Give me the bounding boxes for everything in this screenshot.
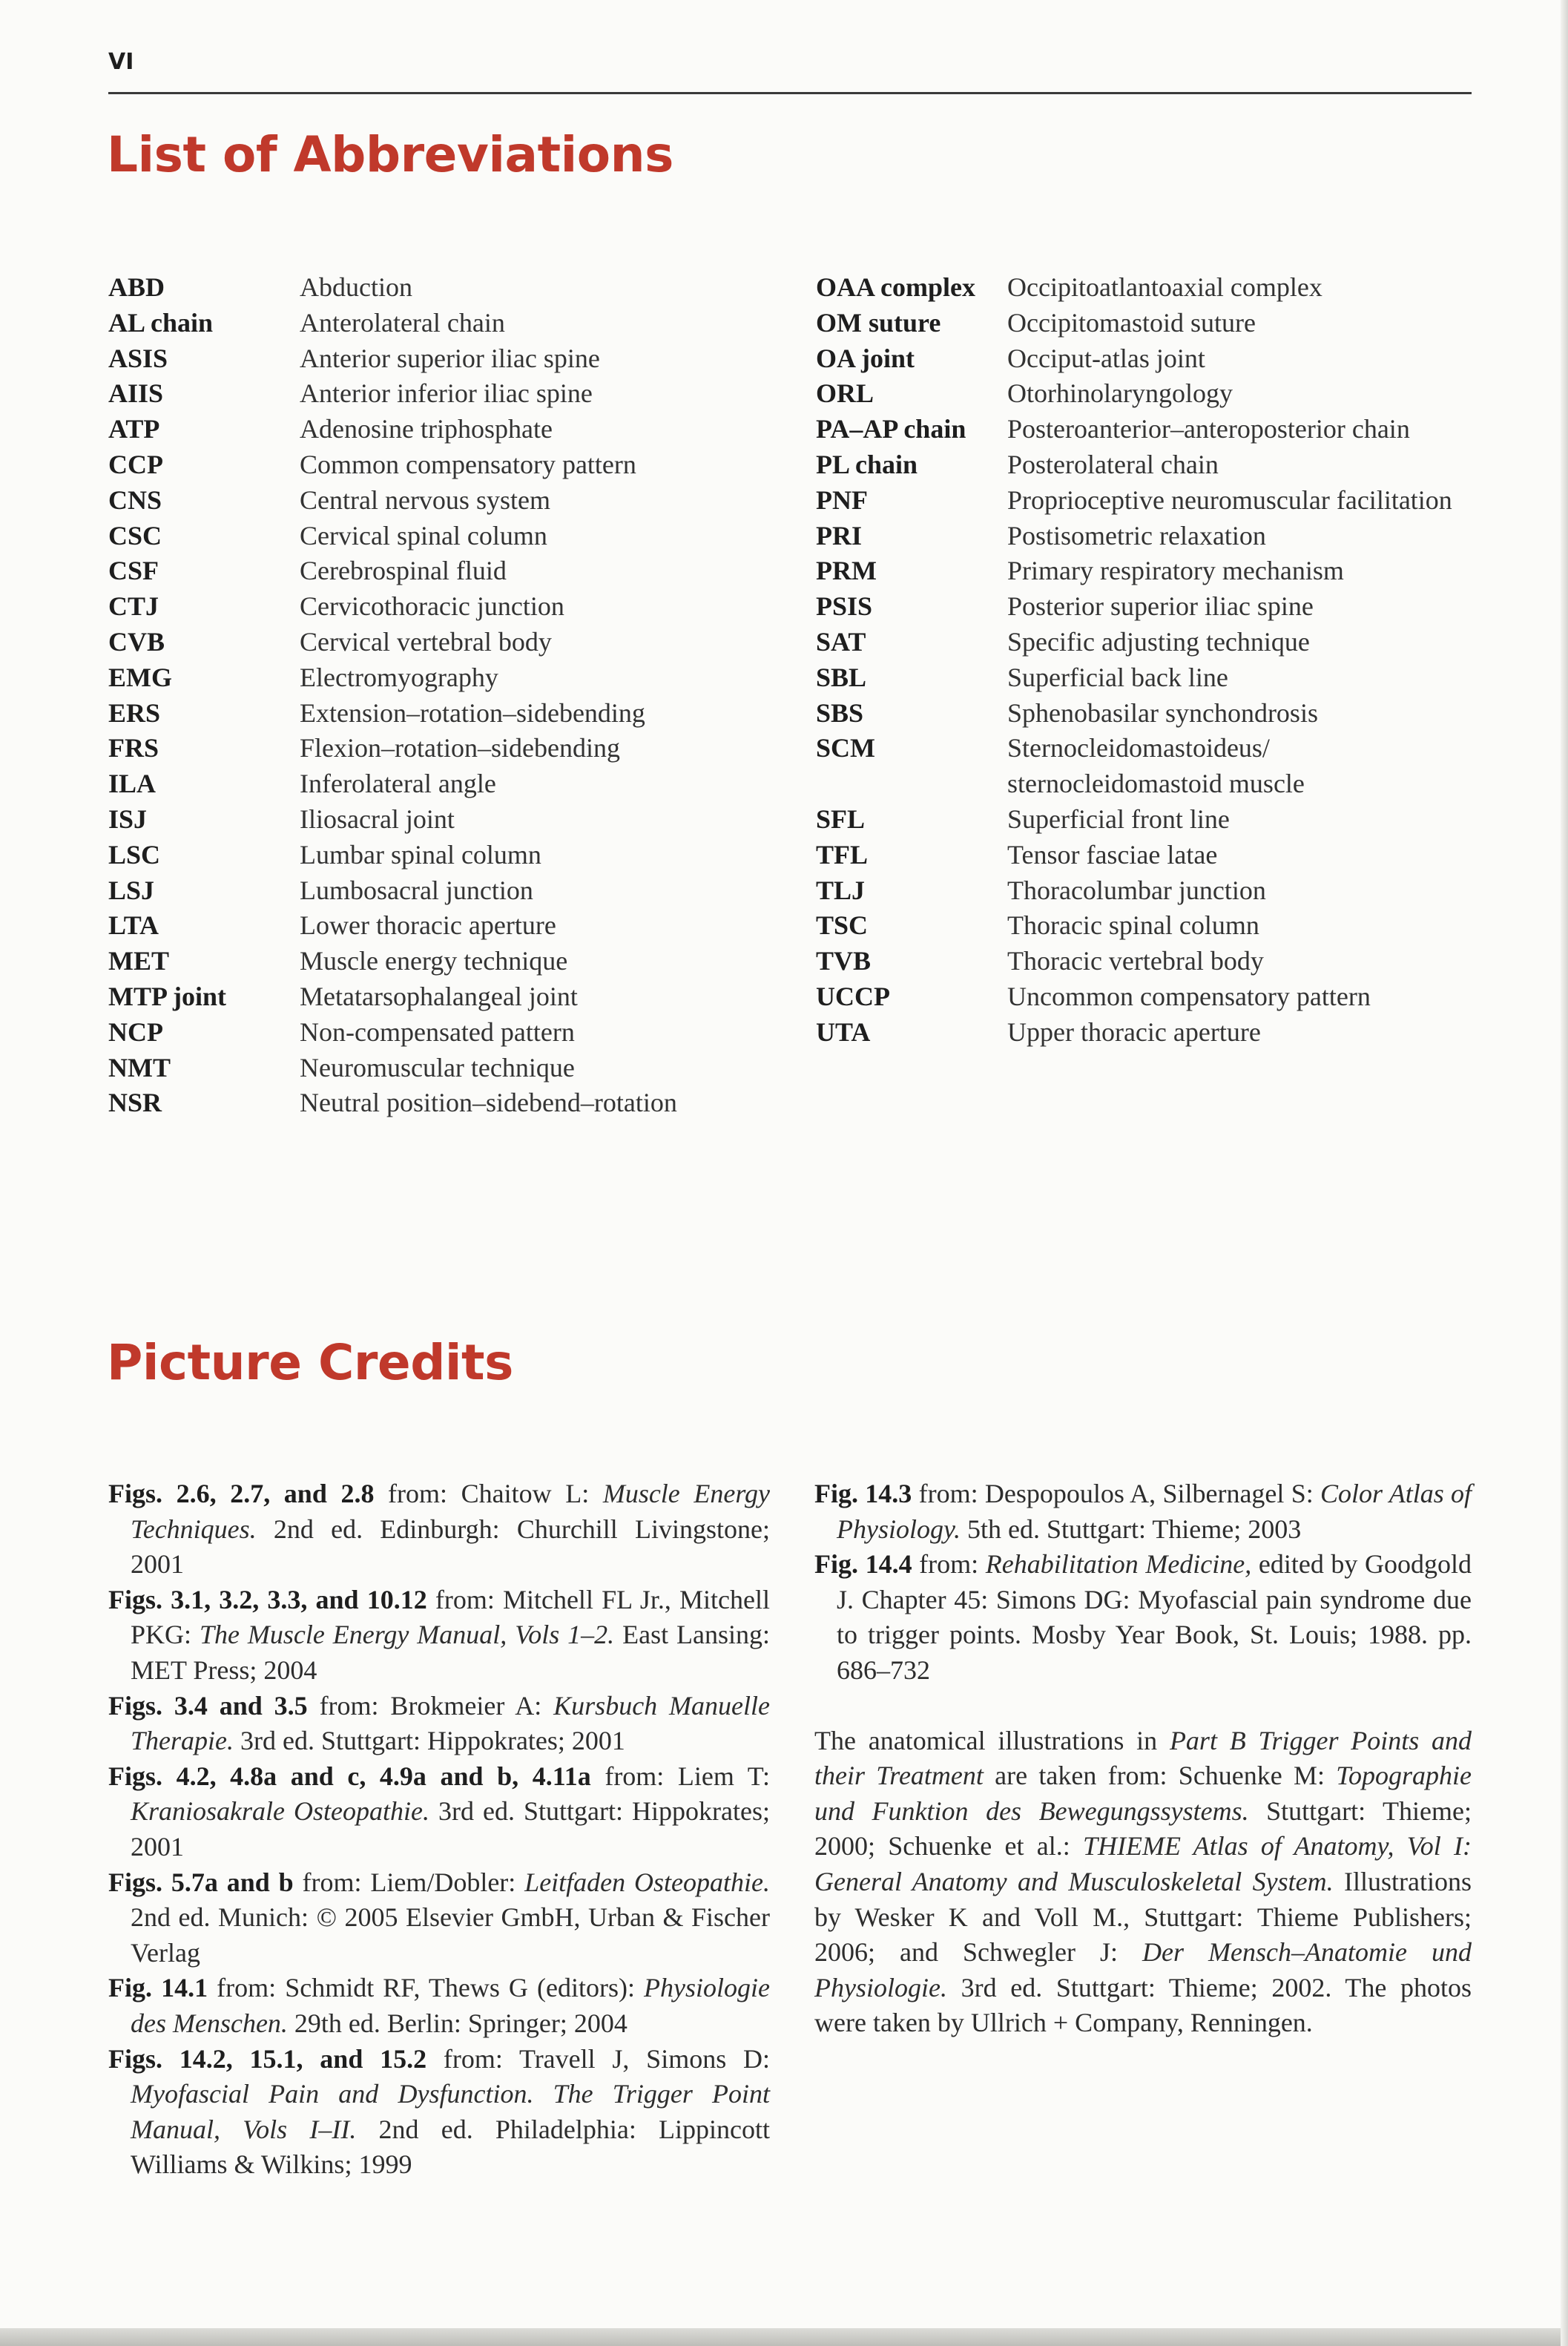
abbreviation-term: TVB [816,946,872,976]
abbreviation-row [816,802,1483,838]
abbreviation-definition: Occipitoatlantoaxial complex [1007,272,1322,302]
figure-reference: Fig. 14.3 [814,1479,912,1508]
abbreviation-row [816,412,1483,447]
credits-paragraph [814,1724,1472,2041]
abbreviation-definition: Thoracolumbar junction [1007,875,1266,905]
abbreviation-definition: Uncommon compensatory pattern [1007,981,1371,1011]
abbreviation-term: ABD [108,272,165,302]
figure-reference: Figs. 5.7a and b [108,1867,294,1897]
abbreviation-row [108,270,791,306]
scan-right-edge [1561,0,1568,2346]
abbreviation-definition: Posterolateral chain [1007,449,1219,479]
credit-entry [108,1759,770,1865]
abbreviation-row [816,838,1483,873]
abbreviation-row [816,979,1483,1015]
figure-reference: Fig. 14.1 [108,1973,208,2003]
abbreviation-term: SAT [816,626,866,657]
abbreviation-term: NCP [108,1016,163,1047]
credit-entry [108,1476,770,1583]
credit-text: 5th ed. Stuttgart: Thieme; 2003 [960,1514,1302,1544]
abbreviation-term: OAA complex [816,272,975,302]
abbreviation-term: ERS [108,697,161,728]
abbreviation-term: PA–AP chain [816,414,966,444]
abbreviation-row [816,944,1483,979]
figure-reference: Figs. 2.6, 2.7, and 2.8 [108,1479,375,1508]
abbreviation-term: EMG [108,662,172,692]
abbreviation-row [816,625,1483,660]
abbreviation-definition: Adenosine triphosphate [300,414,553,444]
credits-left-column [108,1476,770,2183]
work-title: THIEME Atlas of Anatomy, Vol I: General Anatomy and Musculoskeletal System. [814,1831,1472,1896]
abbreviation-term: OA joint [816,343,915,373]
abbreviation-term: SCM [816,733,875,763]
abbreviation-term: CVB [108,626,165,657]
abbreviation-term: ATP [108,414,160,444]
abbreviation-term: SFL [816,804,866,834]
abbreviation-definition: Cervicothoracic junction [300,591,564,622]
abbreviation-row [108,1051,791,1086]
abbreviation-definition: Iliosacral joint [300,804,455,834]
abbreviation-row [816,731,1483,802]
scan-bottom-edge [0,2328,1568,2346]
abbreviation-definition: Neuromuscular technique [300,1052,575,1082]
abbreviation-row [108,341,791,377]
abbreviation-term: MET [108,946,170,976]
credit-text: The anatomical illustrations in [814,1725,1170,1755]
credit-text: Stuttgart: Thieme; 2000; Schuenke et al.: [814,1795,1472,1862]
credit-entry [108,1689,770,1759]
abbreviation-definition: Occiput-atlas joint [1007,343,1205,373]
credit-text: edited by Goodgold J. Chapter 45: Simons DG: Myofascial pain syndrome due to trigger points. Mosby Year Book, St. Louis; 1988. pp. 686–732 [837,1549,1472,1685]
credit-text: from: Schmidt RF, Thews G (editors): [208,1973,645,2003]
abbreviation-row [816,519,1483,554]
abbreviation-row [816,908,1483,944]
credit-text: 2nd ed. Edinburgh: Churchill Livingstone; 2001 [131,1514,770,1580]
credit-entry [108,1971,770,2041]
work-title: Physiologie des Menschen. [131,1973,770,2038]
abbreviation-row [816,341,1483,377]
abbreviation-term: CCP [108,449,163,479]
abbreviation-term: NMT [108,1052,171,1082]
abbreviation-term: PRM [816,556,877,586]
credit-text: Illustrations by Wesker K and Voll M., Stuttgart: Thieme Publishers; 2006; and Schwegler J: [814,1866,1472,1968]
abbreviation-definition: Cervical vertebral body [300,626,552,657]
abbreviation-row [108,412,791,447]
credit-text: 3rd ed. Stuttgart: Hippokrates; 2001 [234,1726,625,1756]
credit-entry [108,1865,770,1971]
abbreviation-definition: Anterior superior iliac spine [300,343,600,373]
picture-credits-title: Picture Credits [107,1334,513,1391]
abbreviation-definition: Proprioceptive neuromuscular facilitation [1007,484,1452,515]
work-title: Der Mensch–Anatomie und Physiologie. [814,1937,1472,2002]
abbreviation-definition: Primary respiratory mechanism [1007,556,1344,586]
abbreviation-row [816,873,1483,909]
abbreviation-definition: Posteroanterior–anteroposterior chain [1007,414,1410,444]
abbreviation-row [816,447,1483,483]
abbreviation-definition: Sternocleidomastoideus/ sternocleidomastoid muscle [1007,733,1305,799]
abbreviation-definition: Superficial front line [1007,804,1230,834]
abbreviation-row [816,376,1483,412]
credits-right-column [814,1476,1472,2041]
abbreviation-row [108,696,791,732]
abbreviation-term: UCCP [816,981,890,1011]
abbreviation-definition: Tensor fasciae latae [1007,839,1218,870]
abbreviation-term: CSF [108,556,159,586]
abbreviation-term: TFL [816,839,869,870]
abbreviation-row [816,483,1483,519]
abbreviation-term: LTA [108,910,159,941]
abbreviation-row [816,270,1483,306]
abbreviation-definition: Common compensatory pattern [300,449,636,479]
credit-text: from: Chaitow L: [374,1479,603,1508]
abbreviation-row [108,908,791,944]
abbreviation-definition: Upper thoracic aperture [1007,1016,1261,1047]
figure-reference: Figs. 14.2, 15.1, and 15.2 [108,2043,427,2074]
abbreviation-row [108,660,791,696]
header-rule [108,92,1472,94]
credit-entry [108,2042,770,2183]
abbreviation-definition: Anterolateral chain [300,307,505,338]
abbreviation-row [108,838,791,873]
abbreviation-row [108,376,791,412]
work-title: Color Atlas of Physiology. [837,1479,1472,1544]
figure-reference: Fig. 14.4 [814,1549,912,1580]
abbreviation-term: UTA [816,1016,871,1047]
abbreviation-definition: Anterior inferior iliac spine [300,378,593,409]
abbreviation-term: LSC [108,839,161,870]
abbreviations-title: List of Abbreviations [107,126,673,183]
abbreviation-term: ILA [108,769,157,799]
abbreviation-definition: Non-compensated pattern [300,1016,575,1047]
abbreviation-row [816,306,1483,341]
abbreviation-definition: Posterior superior iliac spine [1007,591,1314,622]
abbreviation-term: PNF [816,484,868,515]
credit-text: from: Travell J, Simons D: [426,2043,770,2074]
credit-text: East Lansing: MET Press; 2004 [131,1620,770,1685]
abbreviation-definition: Electromyography [300,662,498,692]
work-title: The Muscle Energy Manual, Vols 1–2. [199,1620,615,1650]
abbreviation-row [108,483,791,519]
credit-text: 3rd ed. Stuttgart: Hippokrates; 2001 [131,1796,770,1862]
abbreviation-definition: Sphenobasilar synchondrosis [1007,697,1318,728]
credit-text: 29th ed. Berlin: Springer; 2004 [287,2008,627,2038]
abbreviation-definition: Central nervous system [300,484,550,515]
abbreviation-definition: Cerebrospinal fluid [300,556,507,586]
abbreviation-term: CSC [108,520,162,551]
abbreviation-definition: Metatarsophalangeal joint [300,981,578,1011]
abbreviation-row [108,1085,791,1121]
credit-text: from: Mitchell FL Jr., Mitchell PKG: [131,1584,770,1650]
abbreviation-term: AL chain [108,307,214,338]
abbreviation-definition: Muscle energy technique [300,946,568,976]
abbreviation-definition: Extension–rotation–sidebending [300,697,645,728]
abbreviation-definition: Specific adjusting technique [1007,626,1310,657]
work-title: Kursbuch Manuelle Therapie. [131,1690,770,1756]
credit-text: from: [912,1549,986,1580]
figure-reference: Figs. 3.1, 3.2, 3.3, and 10.12 [108,1584,427,1614]
credit-text: from: Brokmeier A: [307,1690,554,1721]
abbreviation-term: CTJ [108,591,159,622]
abbreviation-definition: Otorhinolaryngology [1007,378,1233,409]
abbreviation-definition: Occipitomastoid suture [1007,307,1256,338]
abbreviation-row [108,944,791,979]
abbreviation-term: SBS [816,697,864,728]
abbreviation-row [816,589,1483,625]
credit-text: from: Liem T: [590,1761,770,1791]
abbreviation-row [816,696,1483,732]
work-title: Muscle Energy Techniques. [131,1479,771,1544]
abbreviation-row [108,731,791,766]
work-title: Leitfaden Osteopathie. [524,1867,770,1897]
credit-text: 2nd ed. Munich: © 2005 Elsevier GmbH, Urban & Fischer Verlag [131,1902,770,1968]
work-title: Myofascial Pain and Dysfunction. The Trigger Point Manual, Vols I–II. [131,2079,770,2144]
abbreviation-definition: Neutral position–sidebend–rotation [300,1088,677,1118]
abbreviation-row [816,1015,1483,1051]
abbreviation-row [108,873,791,909]
abbreviation-row [108,1015,791,1051]
work-title: Kraniosakrale Osteopathie. [131,1796,429,1827]
abbreviation-term: ASIS [108,343,168,373]
abbreviation-row [108,306,791,341]
abbreviation-term: TLJ [816,875,866,905]
abbreviation-definition: Postisometric relaxation [1007,520,1266,551]
credits-right-items [814,1476,1472,1689]
abbreviation-definition: Superficial back line [1007,662,1228,692]
abbreviation-definition: Lumbar spinal column [300,839,541,870]
abbreviation-row [816,553,1483,589]
abbreviation-row [108,979,791,1015]
abbreviation-definition: Cervical spinal column [300,520,547,551]
abbreviation-term: SBL [816,662,867,692]
abbreviation-definition: Lumbosacral junction [300,875,533,905]
abbreviation-term: MTP joint [108,981,226,1011]
credit-entry [108,1583,770,1689]
figure-reference: Figs. 3.4 and 3.5 [108,1690,308,1721]
abbreviation-definition: Thoracic spinal column [1007,910,1259,941]
credit-text: are taken from: Schuenke M: [983,1761,1337,1791]
abbreviation-definition: Lower thoracic aperture [300,910,556,941]
credit-entry [814,1547,1472,1688]
credit-entry [814,1476,1472,1547]
abbreviation-term: TSC [816,910,869,941]
work-title: Topographie und Funktion des Bewegungssystems. [814,1761,1472,1826]
abbreviation-term: PSIS [816,591,873,622]
abbreviation-term: AIIS [108,378,164,409]
abbreviation-term: PRI [816,520,862,551]
page-number: VI [108,49,134,75]
figure-reference: Figs. 4.2, 4.8a and c, 4.9a and b, 4.11a [108,1761,591,1791]
credit-text: 3rd ed. Stuttgart: Thieme; 2002. The photos were taken by Ullrich + Company, Renningen. [814,1972,1472,2038]
abbreviation-term: PL chain [816,449,918,479]
work-title: Rehabilitation Medicine, [985,1549,1252,1580]
abbreviation-row [108,625,791,660]
credit-text: 2nd ed. Philadelphia: Lippincott Williams & Wilkins; 1999 [131,2114,771,2180]
abbreviations-left-column [108,270,791,1121]
abbreviations-right-column [816,270,1483,1051]
abbreviation-term: ISJ [108,804,148,834]
abbreviation-term: NSR [108,1088,162,1118]
abbreviation-definition: Thoracic vertebral body [1007,946,1264,976]
abbreviation-row [108,519,791,554]
abbreviation-term: FRS [108,733,159,763]
abbreviation-row [108,589,791,625]
abbreviation-definition: Abduction [300,272,412,302]
abbreviation-term: CNS [108,484,162,515]
abbreviation-row [108,802,791,838]
abbreviation-term: ORL [816,378,874,409]
abbreviation-row [108,447,791,483]
abbreviation-row [816,660,1483,696]
abbreviation-term: LSJ [108,875,155,905]
abbreviation-row [108,766,791,802]
abbreviation-definition: Inferolateral angle [300,769,496,799]
abbreviation-term: OM suture [816,307,941,338]
work-title: Part B Trigger Points and their Treatment [814,1725,1472,1791]
abbreviation-definition: Flexion–rotation–sidebending [300,733,620,763]
abbreviation-row [108,553,791,589]
credit-text: from: Despopoulos A, Silbernagel S: [912,1479,1321,1508]
credit-text: from: Liem/Dobler: [293,1867,525,1897]
